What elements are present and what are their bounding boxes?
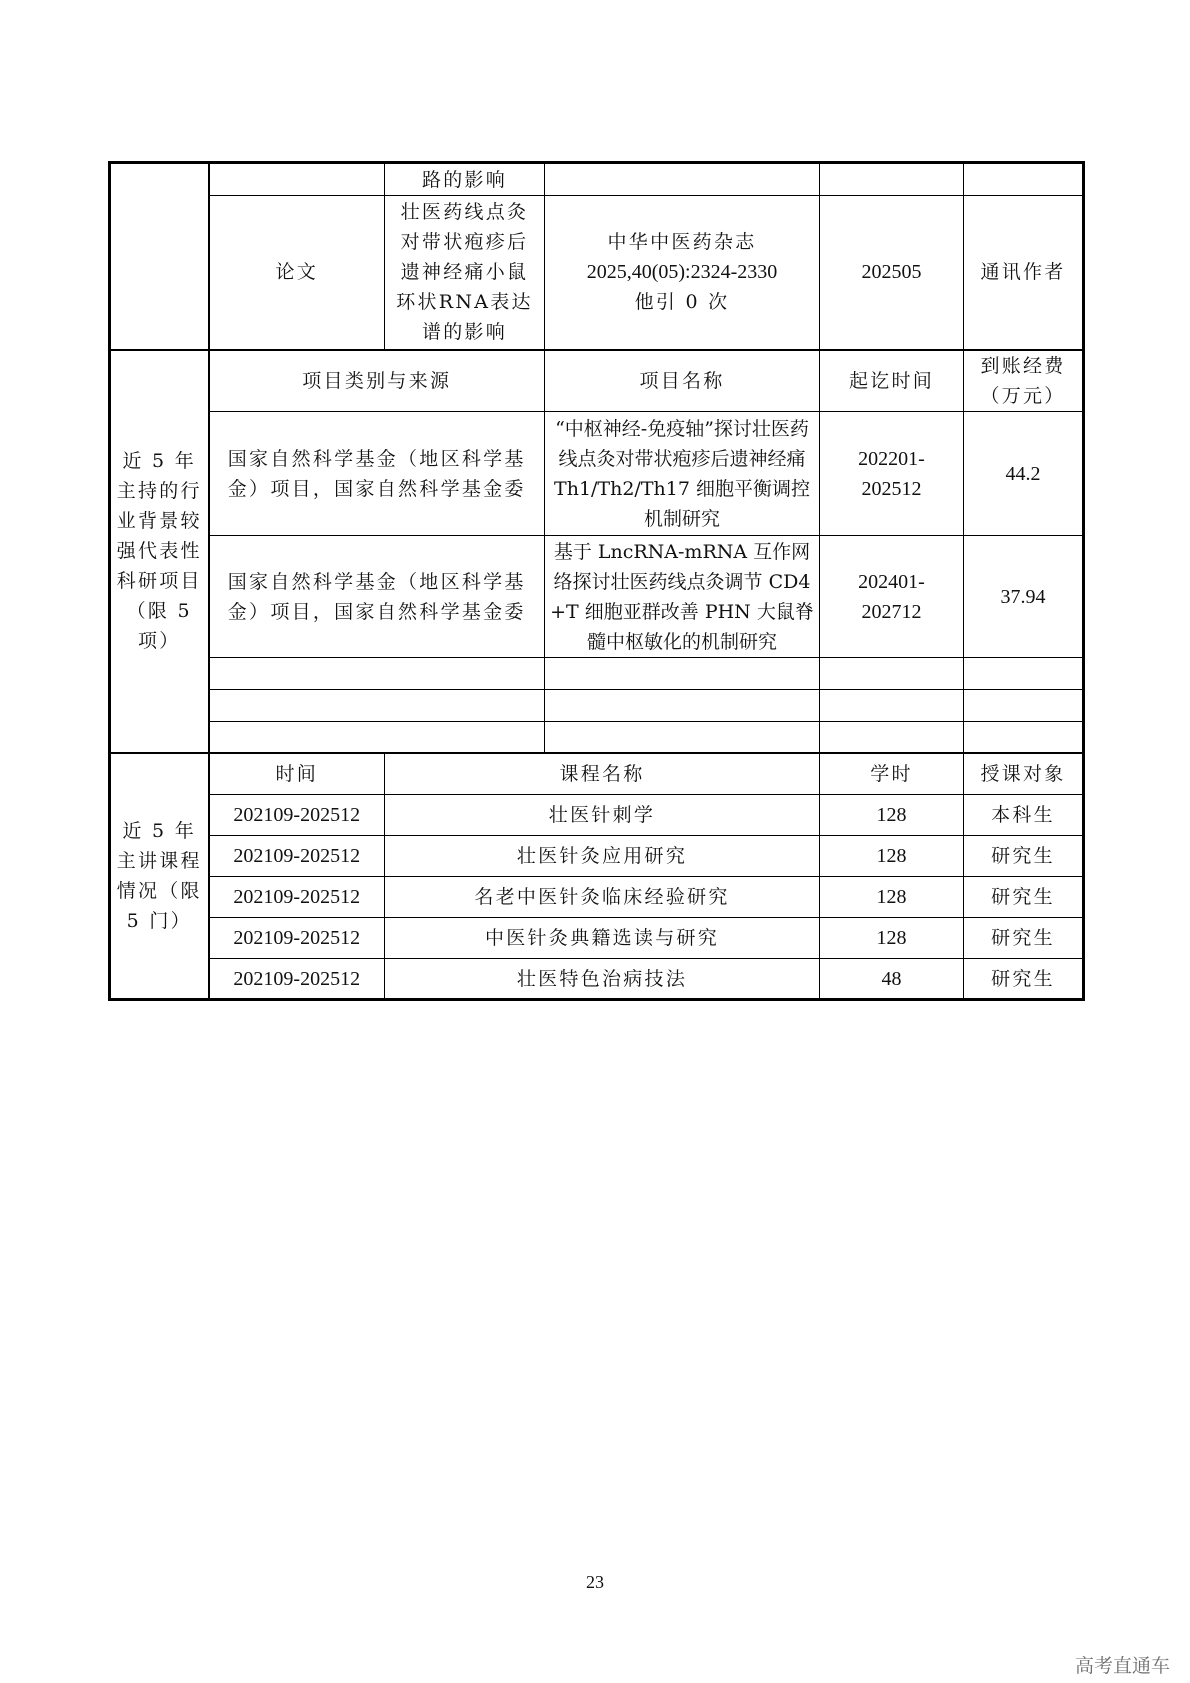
page-number: 23 <box>586 1572 604 1592</box>
empty-cell <box>209 658 545 690</box>
empty-cell <box>964 658 1084 690</box>
paper-role: 通讯作者 <box>964 196 1084 350</box>
paper-journal-cell <box>545 196 820 350</box>
projects-header-source: 项目类别与来源 <box>209 350 545 412</box>
empty-cell <box>820 658 964 690</box>
projects-header-funding: 到账经费（万元） <box>964 350 1084 412</box>
paper-journal: 中华中医药杂志 <box>607 231 757 254</box>
courses-header-time: 时间 <box>209 753 385 795</box>
course-audience: 研究生 <box>964 877 1084 918</box>
course-hours: 128 <box>820 836 964 877</box>
paper-continued-row <box>110 163 1084 196</box>
watermark: 高考直通车 <box>1074 1655 1170 1677</box>
project-source: 国家自然科学基金（地区科学基金）项目，国家自然科学基金委 <box>209 536 545 658</box>
project-name: 基于 LncRNA-mRNA 互作网络探讨壮医药线点灸调节 CD4+T 细胞亚群改善 PHN 大鼠脊髓中枢敏化的机制研究 <box>545 536 820 658</box>
course-row <box>110 959 1084 1000</box>
paper-continued-title: 路的影响 <box>385 163 545 196</box>
projects-header-period: 起讫时间 <box>820 350 964 412</box>
paper-cited: 他引 0 次 <box>634 291 730 314</box>
courses-header-name: 课程名称 <box>385 753 820 795</box>
paper-continued-journal-cell <box>545 163 820 196</box>
empty-cell <box>545 658 820 690</box>
course-hours: 128 <box>820 795 964 836</box>
course-audience: 研究生 <box>964 918 1084 959</box>
projects-header-name: 项目名称 <box>545 350 820 412</box>
paper-type: 论文 <box>209 196 385 350</box>
course-name: 壮医针刺学 <box>385 795 820 836</box>
empty-cell <box>209 722 545 753</box>
paper-citation: 2025,40(05):2324-2330 <box>586 261 778 284</box>
paper-continued-type-cell <box>209 163 385 196</box>
courses-header-hours: 学时 <box>820 753 964 795</box>
course-row <box>110 836 1084 877</box>
empty-cell <box>820 722 964 753</box>
paper-continued-role-cell <box>964 163 1084 196</box>
project-empty-row <box>110 722 1084 753</box>
course-name: 中医针灸典籍选读与研究 <box>385 918 820 959</box>
papers-section-label <box>110 163 209 350</box>
course-row <box>110 918 1084 959</box>
paper-title: 壮医药线点灸对带状疱疹后遗神经痛小鼠环状RNA表达谱的影响 <box>385 196 545 350</box>
project-funding: 37.94 <box>964 536 1084 658</box>
project-period: 202201-202512 <box>820 412 964 536</box>
course-hours: 48 <box>820 959 964 1000</box>
paper-row <box>110 196 1084 350</box>
achievements-table <box>108 161 1085 1001</box>
empty-cell <box>545 690 820 722</box>
project-period: 202401-202712 <box>820 536 964 658</box>
course-name: 壮医针灸应用研究 <box>385 836 820 877</box>
course-row <box>110 877 1084 918</box>
project-source: 国家自然科学基金（地区科学基金）项目，国家自然科学基金委 <box>209 412 545 536</box>
courses-header-row <box>110 753 1084 795</box>
project-name: “中枢神经-免疫轴”探讨壮医药线点灸对带状疱疹后遗神经痛 Th1/Th2/Th17 细胞平衡调控机制研究 <box>545 412 820 536</box>
course-audience: 研究生 <box>964 836 1084 877</box>
course-time: 202109-202512 <box>209 836 385 877</box>
course-row <box>110 795 1084 836</box>
projects-header-row <box>110 350 1084 412</box>
course-hours: 128 <box>820 918 964 959</box>
empty-cell <box>820 690 964 722</box>
course-time: 202109-202512 <box>209 877 385 918</box>
course-time: 202109-202512 <box>209 959 385 1000</box>
course-time: 202109-202512 <box>209 918 385 959</box>
project-empty-row <box>110 690 1084 722</box>
project-empty-row <box>110 658 1084 690</box>
courses-section-label: 近 5 年主讲课程情况（限 5 门） <box>110 753 209 1000</box>
project-row <box>110 536 1084 658</box>
project-row <box>110 412 1084 536</box>
empty-cell <box>545 722 820 753</box>
paper-continued-date-cell <box>820 163 964 196</box>
project-funding: 44.2 <box>964 412 1084 536</box>
course-time: 202109-202512 <box>209 795 385 836</box>
course-audience: 本科生 <box>964 795 1084 836</box>
paper-date: 202505 <box>820 196 964 350</box>
empty-cell <box>964 690 1084 722</box>
courses-header-audience: 授课对象 <box>964 753 1084 795</box>
empty-cell <box>209 690 545 722</box>
projects-section-label: 近 5 年主持的行业背景较强代表性科研项目（限 5 项） <box>110 350 209 753</box>
course-name: 壮医特色治病技法 <box>385 959 820 1000</box>
course-hours: 128 <box>820 877 964 918</box>
course-name: 名老中医针灸临床经验研究 <box>385 877 820 918</box>
empty-cell <box>964 722 1084 753</box>
course-audience: 研究生 <box>964 959 1084 1000</box>
